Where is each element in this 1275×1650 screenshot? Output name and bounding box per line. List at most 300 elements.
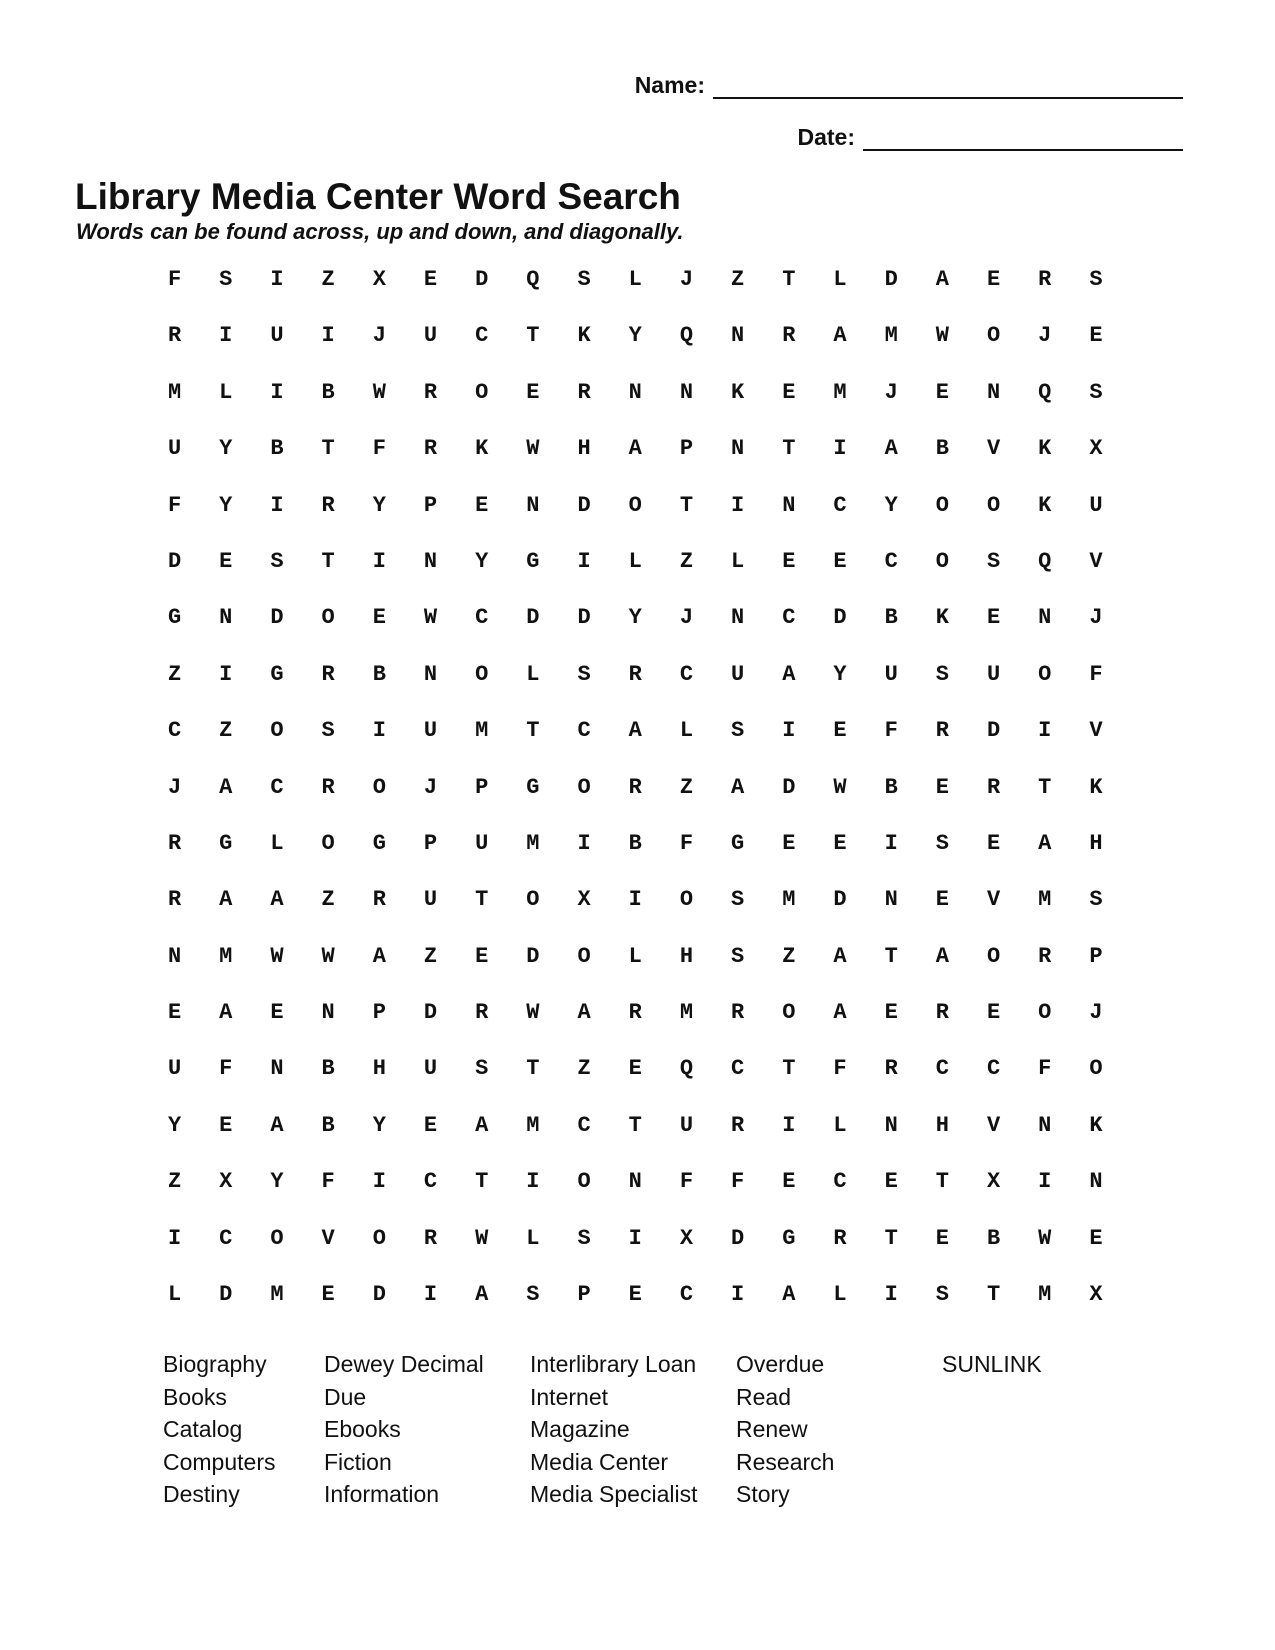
grid-letter[interactable]: T: [526, 718, 540, 744]
grid-letter[interactable]: L: [526, 661, 540, 687]
grid-letter[interactable]: I: [270, 379, 284, 405]
grid-letter[interactable]: E: [782, 830, 796, 856]
grid-letter[interactable]: L: [731, 548, 745, 574]
grid-letter[interactable]: Q: [1038, 379, 1052, 405]
grid-letter[interactable]: F: [679, 1169, 694, 1195]
grid-letter[interactable]: F: [167, 267, 182, 292]
grid-letter[interactable]: I: [270, 492, 284, 518]
grid-letter[interactable]: E: [219, 548, 233, 574]
grid-letter[interactable]: A: [628, 718, 642, 744]
grid-letter[interactable]: Y: [219, 436, 233, 462]
grid-letter[interactable]: S: [577, 661, 591, 687]
grid-letter[interactable]: C: [833, 492, 847, 518]
grid-letter[interactable]: T: [782, 436, 796, 462]
grid-letter[interactable]: S: [731, 887, 745, 913]
grid-letter[interactable]: X: [219, 1169, 233, 1195]
grid-letter[interactable]: D: [731, 1225, 745, 1251]
grid-letter[interactable]: T: [628, 1112, 642, 1138]
grid-letter[interactable]: S: [577, 1225, 591, 1251]
grid-letter[interactable]: C: [577, 1112, 591, 1138]
grid-letter[interactable]: E: [321, 1282, 335, 1308]
grid-letter[interactable]: U: [679, 1112, 694, 1138]
grid-letter[interactable]: U: [270, 323, 284, 349]
grid-letter[interactable]: S: [731, 943, 745, 969]
grid-letter[interactable]: D: [372, 1282, 386, 1308]
grid-letter[interactable]: D: [526, 605, 540, 631]
grid-letter[interactable]: F: [884, 718, 898, 744]
grid-letter[interactable]: N: [1038, 1112, 1052, 1138]
grid-letter[interactable]: B: [884, 605, 898, 631]
grid-letter[interactable]: E: [833, 718, 847, 744]
grid-letter[interactable]: A: [372, 943, 386, 969]
grid-letter[interactable]: E: [986, 830, 1001, 856]
grid-letter[interactable]: O: [321, 830, 335, 856]
grid-letter[interactable]: C: [423, 1169, 438, 1195]
grid-letter[interactable]: A: [219, 887, 233, 913]
grid-letter[interactable]: R: [782, 323, 796, 349]
grid-letter[interactable]: S: [577, 267, 591, 292]
grid-letter[interactable]: E: [1089, 1225, 1103, 1251]
grid-letter[interactable]: V: [321, 1225, 335, 1251]
grid-letter[interactable]: F: [372, 436, 386, 462]
grid-letter[interactable]: D: [782, 774, 796, 800]
grid-letter[interactable]: N: [270, 1056, 284, 1082]
grid-letter[interactable]: Y: [833, 661, 847, 687]
grid-letter[interactable]: O: [475, 379, 489, 405]
grid-letter[interactable]: T: [782, 1056, 796, 1082]
grid-letter[interactable]: E: [270, 1000, 284, 1026]
grid-letter[interactable]: A: [1038, 830, 1052, 856]
grid-letter[interactable]: R: [167, 830, 182, 856]
grid-letter[interactable]: E: [986, 1000, 1001, 1026]
grid-letter[interactable]: X: [1089, 436, 1103, 462]
grid-letter[interactable]: L: [526, 1225, 540, 1251]
grid-letter[interactable]: V: [1089, 718, 1103, 744]
grid-letter[interactable]: N: [1089, 1169, 1103, 1195]
grid-letter[interactable]: W: [526, 436, 540, 462]
grid-letter[interactable]: C: [731, 1056, 745, 1082]
grid-letter[interactable]: R: [321, 661, 335, 687]
grid-letter[interactable]: U: [167, 436, 182, 462]
grid-letter[interactable]: E: [628, 1282, 642, 1308]
grid-letter[interactable]: T: [526, 323, 540, 349]
grid-letter[interactable]: D: [526, 943, 540, 969]
grid-letter[interactable]: M: [833, 379, 847, 405]
grid-letter[interactable]: D: [475, 267, 489, 292]
grid-letter[interactable]: I: [526, 1169, 540, 1195]
grid-letter[interactable]: L: [270, 830, 284, 856]
grid-letter[interactable]: M: [1038, 887, 1052, 913]
grid-letter[interactable]: M: [219, 943, 233, 969]
grid-letter[interactable]: N: [628, 379, 642, 405]
grid-letter[interactable]: Z: [321, 267, 335, 292]
grid-letter[interactable]: R: [935, 718, 949, 744]
grid-letter[interactable]: A: [935, 943, 949, 969]
grid-letter[interactable]: A: [475, 1282, 489, 1308]
grid-letter[interactable]: O: [935, 492, 949, 518]
grid-letter[interactable]: Z: [679, 774, 694, 800]
grid-letter[interactable]: N: [219, 605, 233, 631]
grid-letter[interactable]: Y: [219, 492, 233, 518]
grid-letter[interactable]: Z: [167, 1169, 182, 1195]
grid-letter[interactable]: R: [475, 1000, 489, 1026]
grid-letter[interactable]: D: [423, 1000, 438, 1026]
grid-letter[interactable]: E: [167, 1000, 182, 1026]
grid-letter[interactable]: E: [986, 605, 1001, 631]
grid-letter[interactable]: R: [167, 887, 182, 913]
grid-letter[interactable]: I: [577, 830, 591, 856]
grid-letter[interactable]: N: [423, 661, 438, 687]
grid-letter[interactable]: W: [526, 1000, 540, 1026]
grid-letter[interactable]: S: [1089, 267, 1103, 292]
grid-letter[interactable]: P: [679, 436, 694, 462]
grid-letter[interactable]: I: [884, 1282, 898, 1308]
grid-letter[interactable]: I: [321, 323, 335, 349]
grid-letter[interactable]: E: [423, 267, 438, 292]
grid-letter[interactable]: E: [475, 943, 489, 969]
grid-letter[interactable]: O: [577, 943, 591, 969]
grid-letter[interactable]: N: [628, 1169, 642, 1195]
grid-letter[interactable]: C: [577, 718, 591, 744]
grid-letter[interactable]: E: [935, 1225, 949, 1251]
grid-letter[interactable]: Y: [475, 548, 489, 574]
grid-letter[interactable]: A: [731, 774, 745, 800]
grid-letter[interactable]: R: [167, 323, 182, 349]
grid-letter[interactable]: I: [167, 1225, 182, 1251]
grid-letter[interactable]: Y: [372, 492, 386, 518]
grid-letter[interactable]: Y: [884, 492, 898, 518]
grid-letter[interactable]: S: [219, 267, 233, 292]
grid-letter[interactable]: W: [475, 1225, 489, 1251]
grid-letter[interactable]: A: [628, 436, 642, 462]
grid-letter[interactable]: M: [167, 379, 182, 405]
grid-letter[interactable]: Y: [270, 1169, 284, 1195]
grid-letter[interactable]: F: [731, 1169, 745, 1195]
grid-letter[interactable]: C: [833, 1169, 847, 1195]
grid-letter[interactable]: I: [884, 830, 898, 856]
grid-letter[interactable]: I: [1038, 718, 1052, 744]
grid-letter[interactable]: J: [167, 774, 182, 800]
grid-letter[interactable]: G: [219, 830, 233, 856]
grid-letter[interactable]: P: [423, 492, 438, 518]
grid-letter[interactable]: N: [526, 492, 540, 518]
grid-letter[interactable]: O: [782, 1000, 796, 1026]
grid-letter[interactable]: O: [475, 661, 489, 687]
grid-letter[interactable]: Z: [577, 1056, 591, 1082]
grid-letter[interactable]: G: [270, 661, 284, 687]
grid-letter[interactable]: W: [270, 943, 284, 969]
grid-letter[interactable]: F: [679, 830, 694, 856]
grid-letter[interactable]: E: [833, 830, 847, 856]
grid-letter[interactable]: I: [219, 661, 233, 687]
grid-letter[interactable]: N: [884, 1112, 898, 1138]
grid-letter[interactable]: U: [423, 1056, 438, 1082]
date-blank-line[interactable]: [863, 127, 1183, 151]
grid-letter[interactable]: U: [986, 661, 1001, 687]
grid-letter[interactable]: I: [577, 548, 591, 574]
grid-letter[interactable]: Y: [628, 605, 642, 631]
grid-letter[interactable]: O: [986, 323, 1001, 349]
grid-letter[interactable]: I: [833, 436, 847, 462]
grid-letter[interactable]: O: [577, 774, 591, 800]
grid-letter[interactable]: W: [372, 379, 386, 405]
grid-letter[interactable]: N: [167, 943, 182, 969]
grid-letter[interactable]: O: [986, 943, 1001, 969]
grid-letter[interactable]: M: [679, 1000, 694, 1026]
grid-letter[interactable]: I: [628, 1225, 642, 1251]
grid-letter[interactable]: R: [1038, 267, 1052, 292]
grid-letter[interactable]: C: [475, 323, 489, 349]
grid-letter[interactable]: H: [577, 436, 591, 462]
grid-letter[interactable]: E: [884, 1169, 898, 1195]
grid-letter[interactable]: E: [1089, 323, 1103, 349]
grid-letter[interactable]: B: [321, 1112, 335, 1138]
grid-letter[interactable]: W: [833, 774, 847, 800]
grid-letter[interactable]: N: [731, 436, 745, 462]
grid-letter[interactable]: N: [884, 887, 898, 913]
grid-letter[interactable]: E: [782, 1169, 796, 1195]
grid-letter[interactable]: S: [475, 1056, 489, 1082]
grid-letter[interactable]: D: [833, 605, 847, 631]
grid-letter[interactable]: A: [833, 943, 847, 969]
grid-letter[interactable]: Z: [321, 887, 335, 913]
grid-letter[interactable]: N: [731, 605, 745, 631]
grid-letter[interactable]: A: [782, 1282, 796, 1308]
grid-letter[interactable]: N: [679, 379, 694, 405]
grid-letter[interactable]: R: [372, 887, 386, 913]
name-blank-line[interactable]: [713, 75, 1183, 99]
grid-letter[interactable]: E: [782, 379, 796, 405]
grid-letter[interactable]: D: [884, 267, 898, 292]
grid-letter[interactable]: T: [475, 1169, 489, 1195]
grid-letter[interactable]: R: [577, 379, 591, 405]
grid-letter[interactable]: R: [321, 492, 335, 518]
grid-letter[interactable]: P: [372, 1000, 386, 1026]
grid-letter[interactable]: Q: [679, 323, 694, 349]
grid-letter[interactable]: F: [1038, 1056, 1052, 1082]
grid-letter[interactable]: K: [1089, 1112, 1103, 1138]
grid-letter[interactable]: W: [935, 323, 949, 349]
grid-letter[interactable]: I: [423, 1282, 438, 1308]
grid-letter[interactable]: I: [731, 492, 745, 518]
grid-letter[interactable]: K: [731, 379, 745, 405]
grid-letter[interactable]: W: [423, 605, 438, 631]
grid-letter[interactable]: H: [1089, 830, 1103, 856]
grid-letter[interactable]: O: [526, 887, 540, 913]
grid-letter[interactable]: T: [884, 943, 898, 969]
grid-letter[interactable]: V: [986, 887, 1001, 913]
grid-letter[interactable]: C: [475, 605, 489, 631]
grid-letter[interactable]: S: [1089, 379, 1103, 405]
grid-letter[interactable]: B: [372, 661, 386, 687]
grid-letter[interactable]: S: [1089, 887, 1103, 913]
grid-letter[interactable]: O: [628, 492, 642, 518]
grid-letter[interactable]: R: [833, 1225, 847, 1251]
grid-letter[interactable]: G: [167, 605, 182, 631]
grid-letter[interactable]: F: [1089, 661, 1103, 687]
grid-letter[interactable]: W: [1038, 1225, 1052, 1251]
grid-letter[interactable]: Z: [782, 943, 796, 969]
grid-letter[interactable]: U: [423, 718, 438, 744]
grid-letter[interactable]: O: [321, 605, 335, 631]
grid-letter[interactable]: K: [1038, 436, 1052, 462]
grid-letter[interactable]: T: [884, 1225, 898, 1251]
grid-letter[interactable]: F: [833, 1056, 847, 1082]
grid-letter[interactable]: E: [423, 1112, 438, 1138]
grid-letter[interactable]: E: [475, 492, 489, 518]
grid-letter[interactable]: K: [1089, 774, 1103, 800]
grid-letter[interactable]: X: [986, 1169, 1001, 1195]
grid-letter[interactable]: E: [935, 774, 949, 800]
grid-letter[interactable]: S: [526, 1282, 540, 1308]
grid-letter[interactable]: Y: [372, 1112, 386, 1138]
grid-letter[interactable]: M: [884, 323, 898, 349]
grid-letter[interactable]: P: [1089, 943, 1103, 969]
grid-letter[interactable]: O: [1038, 1000, 1052, 1026]
grid-letter[interactable]: M: [1038, 1282, 1052, 1308]
grid-letter[interactable]: R: [423, 436, 438, 462]
grid-letter[interactable]: Q: [679, 1056, 694, 1082]
grid-letter[interactable]: E: [526, 379, 540, 405]
grid-letter[interactable]: E: [986, 267, 1001, 292]
grid-letter[interactable]: S: [321, 718, 335, 744]
grid-letter[interactable]: L: [219, 379, 233, 405]
grid-letter[interactable]: P: [475, 774, 489, 800]
grid-letter[interactable]: I: [372, 548, 386, 574]
grid-letter[interactable]: L: [833, 267, 847, 292]
grid-letter[interactable]: A: [219, 1000, 233, 1026]
grid-letter[interactable]: E: [935, 887, 949, 913]
grid-letter[interactable]: I: [782, 718, 796, 744]
grid-letter[interactable]: R: [986, 774, 1001, 800]
grid-letter[interactable]: O: [986, 492, 1001, 518]
grid-letter[interactable]: F: [219, 1056, 233, 1082]
grid-letter[interactable]: X: [1089, 1282, 1103, 1308]
grid-letter[interactable]: D: [167, 548, 182, 574]
grid-letter[interactable]: X: [679, 1225, 694, 1251]
grid-letter[interactable]: M: [526, 830, 540, 856]
grid-letter[interactable]: N: [321, 1000, 335, 1026]
grid-letter[interactable]: U: [1089, 492, 1103, 518]
grid-letter[interactable]: B: [628, 830, 642, 856]
grid-letter[interactable]: P: [423, 830, 438, 856]
grid-letter[interactable]: R: [628, 661, 642, 687]
grid-letter[interactable]: N: [986, 379, 1001, 405]
grid-letter[interactable]: S: [986, 548, 1001, 574]
grid-letter[interactable]: B: [321, 1056, 335, 1082]
grid-letter[interactable]: M: [526, 1112, 540, 1138]
grid-letter[interactable]: R: [423, 379, 438, 405]
grid-letter[interactable]: D: [833, 887, 847, 913]
grid-letter[interactable]: V: [1089, 548, 1103, 574]
grid-letter[interactable]: C: [679, 661, 694, 687]
grid-letter[interactable]: F: [167, 492, 182, 518]
grid-letter[interactable]: I: [782, 1112, 796, 1138]
grid-letter[interactable]: Q: [1038, 548, 1052, 574]
grid-letter[interactable]: D: [577, 605, 591, 631]
grid-letter[interactable]: J: [679, 605, 694, 631]
grid-letter[interactable]: K: [1038, 492, 1052, 518]
grid-letter[interactable]: V: [986, 1112, 1001, 1138]
grid-letter[interactable]: L: [628, 943, 642, 969]
grid-letter[interactable]: X: [577, 887, 591, 913]
grid-letter[interactable]: I: [270, 267, 284, 292]
grid-letter[interactable]: B: [270, 436, 284, 462]
grid-letter[interactable]: J: [1089, 605, 1103, 631]
grid-letter[interactable]: T: [526, 1056, 540, 1082]
grid-letter[interactable]: T: [321, 436, 335, 462]
grid-letter[interactable]: O: [1089, 1056, 1103, 1082]
grid-letter[interactable]: K: [475, 436, 489, 462]
grid-letter[interactable]: T: [679, 492, 694, 518]
grid-letter[interactable]: X: [372, 267, 386, 292]
grid-letter[interactable]: Y: [167, 1112, 182, 1138]
grid-letter[interactable]: D: [986, 718, 1001, 744]
grid-letter[interactable]: J: [1038, 323, 1052, 349]
grid-letter[interactable]: E: [219, 1112, 233, 1138]
grid-letter[interactable]: P: [577, 1282, 591, 1308]
grid-letter[interactable]: E: [372, 605, 386, 631]
grid-letter[interactable]: D: [219, 1282, 233, 1308]
grid-letter[interactable]: E: [833, 548, 847, 574]
grid-letter[interactable]: U: [423, 887, 438, 913]
grid-letter[interactable]: R: [321, 774, 335, 800]
grid-letter[interactable]: W: [321, 943, 335, 969]
grid-letter[interactable]: A: [833, 1000, 847, 1026]
grid-letter[interactable]: C: [167, 718, 182, 744]
grid-letter[interactable]: R: [1038, 943, 1052, 969]
grid-letter[interactable]: Z: [679, 548, 694, 574]
grid-letter[interactable]: A: [884, 436, 898, 462]
grid-letter[interactable]: A: [475, 1112, 489, 1138]
grid-letter[interactable]: E: [884, 1000, 898, 1026]
grid-letter[interactable]: B: [935, 436, 949, 462]
grid-letter[interactable]: M: [782, 887, 796, 913]
grid-letter[interactable]: B: [986, 1225, 1001, 1251]
grid-letter[interactable]: R: [935, 1000, 949, 1026]
grid-letter[interactable]: B: [321, 379, 335, 405]
grid-letter[interactable]: K: [577, 323, 591, 349]
grid-letter[interactable]: Z: [167, 661, 182, 687]
grid-letter[interactable]: E: [782, 548, 796, 574]
grid-letter[interactable]: I: [628, 887, 642, 913]
grid-letter[interactable]: C: [986, 1056, 1001, 1082]
grid-letter[interactable]: U: [475, 830, 489, 856]
grid-letter[interactable]: M: [270, 1282, 284, 1308]
grid-letter[interactable]: O: [270, 1225, 284, 1251]
grid-letter[interactable]: Y: [628, 323, 642, 349]
grid-letter[interactable]: G: [526, 774, 540, 800]
grid-letter[interactable]: H: [372, 1056, 386, 1082]
grid-letter[interactable]: Z: [219, 718, 233, 744]
grid-letter[interactable]: A: [935, 267, 949, 292]
grid-letter[interactable]: S: [935, 661, 949, 687]
grid-letter[interactable]: R: [884, 1056, 898, 1082]
grid-letter[interactable]: A: [577, 1000, 591, 1026]
grid-letter[interactable]: S: [731, 718, 745, 744]
grid-letter[interactable]: J: [423, 774, 438, 800]
grid-letter[interactable]: S: [270, 548, 284, 574]
grid-letter[interactable]: L: [628, 548, 642, 574]
grid-letter[interactable]: O: [679, 887, 694, 913]
grid-letter[interactable]: C: [782, 605, 796, 631]
grid-letter[interactable]: Z: [731, 267, 745, 292]
grid-letter[interactable]: T: [986, 1282, 1001, 1308]
grid-letter[interactable]: J: [884, 379, 898, 405]
grid-letter[interactable]: O: [372, 1225, 386, 1251]
grid-letter[interactable]: R: [628, 774, 642, 800]
grid-letter[interactable]: U: [423, 323, 438, 349]
